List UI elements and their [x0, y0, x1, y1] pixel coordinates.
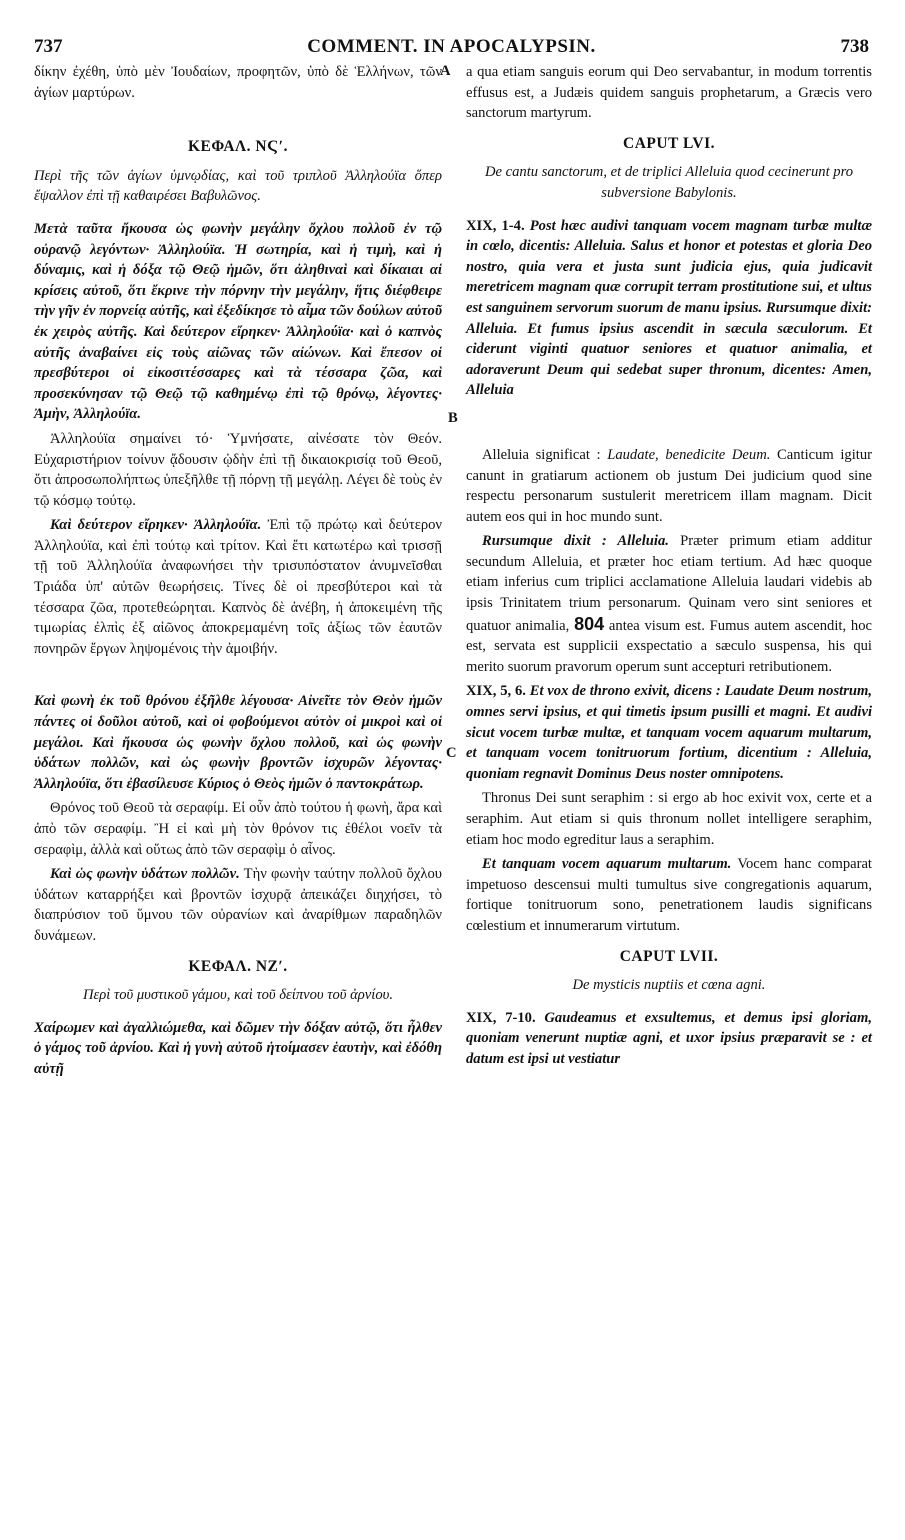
greek-scripture-2: Καὶ φωνὴ ἐκ τοῦ θρόνου ἐξῆλθε λέγουσα· Αἰνεῖτε τὸν Θεὸν ἡμῶν πάντες οἱ δοῦλοι αὐτοῦ, καὶ οἱ φοβούμενοι αὐτὸν οἱ μικροὶ καὶ οἱ μεγάλοι. Καὶ ἤκουσα ὡς φωνὴν ὄχλου πολλοῦ, καὶ ὡς φωνὴν ὑδάτων πολλῶν, καὶ ὡς φωνὴν βροντῶν ἰσχυρῶν λέγοντας· Ἀλληλούϊα, ὅτι ἐβασίλευσε Κύριος ὁ Θεὸς ἡμῶν ὁ παντοκράτωρ. [34, 693, 442, 792]
greek-column [34, 62, 442, 1084]
latin-commentary-1-italic: Laudate, benedicite Deum. [607, 446, 771, 463]
latin-chapter-56-subtitle: De cantu sanctorum, et de triplici Alleluia quod cecinerunt pro subversione Babylonis. [484, 164, 854, 201]
latin-commentary-1 [466, 445, 872, 527]
left-page-number: 737 [34, 36, 63, 57]
greek-commentary-2-lead: Καὶ δεύτερον εἴρηκεν· Ἀλληλούϊα. [50, 517, 262, 534]
latin-scripture-2 [466, 681, 872, 784]
greek-commentary-4-text: Τὴν φωνὴν ταύτην πολλοῦ ὄχλου ὑδάτων καταρρήξει καὶ βροντῶν ἰσχυρᾷ ἀπεικάζει διηχήσει, τὸ διαπρύσιον τοῦ ὕμνου τῶν οὐρανίων καὶ ἀναρίθμων παραδηλῶν δυνάμεων. [34, 866, 442, 944]
latin-commentary-4 [466, 854, 872, 936]
greek-chapter-57-subtitle: Περὶ τοῦ μυστικοῦ γάμου, καὶ τοῦ δείπνου τοῦ ἀρνίου. [82, 987, 393, 1004]
greek-scripture-3: Χαίρωμεν καὶ ἀγαλλιώμεθα, καὶ δῶμεν τὴν δόξαν αὐτῷ, ὅτι ἦλθεν ὁ γάμος τοῦ ἀρνίου. Καὶ ἡ γυνὴ αὐτοῦ ἡτοίμασεν ἑαυτὴν, καὶ ἐδόθη αὐτῇ [34, 1019, 442, 1077]
latin-commentary-1-a: Alleluia significat : [482, 446, 608, 463]
greek-chapter-57-heading: ΚΕΦΑΛ. ΝΖʹ. [188, 957, 288, 975]
latin-commentary-4-lead: Et tanquam vocem aquarum multarum. [482, 856, 732, 873]
latin-scripture-1 [466, 216, 872, 401]
running-title: COMMENT. IN APOCALYPSIN. [307, 36, 596, 57]
latin-scripture-3-ref: XIX, 7-10. [466, 1009, 536, 1026]
greek-intro: δίκην ἐχέθη, ὑπὸ μὲν Ἰουδαίων, προφητῶν, ὑπὸ δὲ Ἑλλήνων, τῶν ἁγίων μαρτύρων. [34, 64, 442, 101]
greek-commentary-1: Ἀλληλούϊα σημαίνει τό· Ὑμνήσατε, αἰνέσατε τὸν Θεόν. Εὐχαριστήριον τοίνυν ᾄδουσιν ᾠδὴν ἐπὶ τῇ δικαιοκρισίᾳ τοῦ Θεοῦ, ὅτι ἀπροσωπολήπτως ὑπεξῆλθε τῇ πόρνῃ τῇ μεγάλῃ. Λέγει δὲ τοὺς ἐν τῷ κόσμῳ τούτῳ. [34, 430, 442, 509]
latin-chapter-56-heading: CAPUT LVI. [623, 134, 715, 152]
greek-commentary-3: Θρόνος τοῦ Θεοῦ τὰ σεραφίμ. Εἰ οὖν ἀπὸ τούτου ἡ φωνὴ, ἄρα καὶ ἀπὸ τῶν σεραφίμ. Ἢ εἰ καὶ μὴ τὸν θρόνον τις ἐθέλοι νοεῖν τὰ σεραφὶμ, ἀλλὰ καὶ οὕτως ἀπὸ τῶν σεραφὶμ ὁ αἶνος. [34, 800, 442, 858]
greek-commentary-2-text: Ἐπὶ τῷ πρώτῳ καὶ δεύτερον Ἀλληλούϊα, καὶ ἐπὶ τούτῳ καὶ τρίτον. Καὶ ἔτι κατωτέρω καὶ τρισσῇ τῇ τοῦ Ἀλληλούϊα ἀναφωνήσει τὴν τρισυπόστατον ἀνυμνεῖσθαι Τριάδα ὑπ' αὐτῶν θεωρήσεις. Τίνες δὲ οἱ πρεσβύτεροι καὶ τὰ τέσσαρα ζῶα, προτεθεώρηται. Καπνὸς δὲ ἀνέβη, ἡ ἀποκειμένη τῆς τιμωρίας ἐλπὶς ἐξ αἰῶνος ἀποκρεμαμένη τοῖς ἀξίως τῶν ἑαυτῶν πονηρῶν ἔργων ληψομένοις τὴν ἀμοιβήν. [34, 517, 442, 657]
latin-scripture-1-ref: XIX, 1-4. [466, 217, 525, 234]
margin-letter-b: B [448, 410, 458, 426]
latin-scripture-3 [466, 1008, 872, 1070]
greek-commentary-4 [34, 864, 442, 946]
margin-letter-c: C [446, 745, 457, 761]
page-header [34, 36, 869, 60]
greek-chapter-56-subtitle: Περὶ τῆς τῶν ἁγίων ὑμνῳδίας, καὶ τοῦ τριπλοῦ Ἀλληλούϊα ὅπερ ἔψαλλον ἐπὶ τῇ καθαιρέσει Βαβυλῶνος. [34, 167, 442, 205]
latin-commentary-2 [466, 531, 872, 677]
latin-scripture-1-text: Post hæc audivi tanquam vocem magnam turbæ multæ in cœlo, dicentis: Alleluia. Salus et honor et potestas et gloria Deo nostro, quia vera et justa sunt judicia ejus, quia judicavit meretricem magnam quæ corrupit terram prostitutione sui, et ultus est sanguinem servorum suorum de manu ipsius. Rursumque dixit: Alleluia. Et fumus ipsius ascendit in sæcula sæculorum. Et ciderunt viginti quatuor seniores et quatuor animalia, et adoraverunt Deum qui sedebat super thronum, dicentes: Amen, Alleluia [466, 217, 872, 399]
latin-column [466, 62, 872, 1074]
latin-chapter-57-subtitle: De mysticis nuptiis et cœna agni. [572, 977, 766, 994]
latin-scripture-2-text: Et vox de throno exivit, dicens : Laudate Deum nostrum, omnes servi ipsius, et qui timetis ipsum pusilli et magni. Et audivi sicut vocem turbæ multæ, et tanquam vocem aquarum multarum, et tanquam vocem tonitruorum fortium, dicentium : Alleluia, quoniam regnavit Dominus Deus noster omnipotens. [466, 683, 873, 782]
latin-intro: a qua etiam sanguis eorum qui Deo servabantur, in modum torrentis effusus est, a Judæis quidem sanguis prophetarum, a Græcis vero sanctorum martyrum. [466, 64, 872, 122]
greek-scripture-1: Μετὰ ταῦτα ἤκουσα ὡς φωνὴν μεγάλην ὄχλου πολλοῦ ἐν τῷ οὐρανῷ λεγόντων· Ἀλληλούϊα. Ἡ σωτηρία, καὶ ἡ τιμὴ, καὶ ἡ δύναμις, καὶ ἡ δόξα τῷ Θεῷ ἡμῶν, ὅτι ἀληθιναὶ καὶ δίκαιαι αἱ κρίσεις αὐτοῦ, ὅτι ἔκρινε τὴν πόρνην τὴν μεγάλην, ἥτις διέφθειρε τὴν γῆν ἐν πορνείᾳ αὐτῆς, καὶ ἐξεδίκησε τὸ αἷμα τῶν δούλων αὐτοῦ ἐκ χειρὸς αὐτῆς. Καὶ δεύτερον εἴρηκεν· Ἀλληλούϊα· καὶ ὁ καπνὸς αὐτῆς ἀναβαίνει εἰς τοὺς αἰῶνας τῶν αἰώνων. Καὶ ἔπεσον οἱ πρεσβύτεροι οἱ εἰκοσιτέσσαρες καὶ τὰ τέσσαρα ζῶα, καὶ προσεκύνησαν τῷ Θεῷ τῷ καθημένῳ ἐπὶ τῷ θρόνῳ, λέγοντες· Ἀμὴν, Ἀλληλούϊα. [34, 220, 442, 423]
latin-chapter-57-heading: CAPUT LVII. [619, 947, 719, 965]
right-page-number: 738 [840, 36, 869, 57]
latin-commentary-4-text: Vocem hanc comparat impetuoso descensui multi tumultus sive congregationis aquarum, fortique tonitruorum sono, penetrationem laudis significans cœlestium et innumerarum virtutum. [466, 856, 872, 934]
latin-commentary-1-b: Canticum igitur canunt in gratiarum actionem ob justum Dei judicium quod sine respectu personarum sustulerit meretricem illam magnam. Dicit autem eos qui in hoc mundo sunt. [466, 446, 872, 525]
latin-commentary-3: Thronus Dei sunt seraphim : si ergo ab hoc exivit vox, certe et a seraphim. Aut etiam si quis thronum nollet intelligere seraphim, etiam hoc modo egreditur laus a seraphim. [466, 790, 872, 848]
greek-commentary-4-lead: Καὶ ὡς φωνὴν ὑδάτων πολλῶν. [50, 866, 240, 883]
greek-chapter-56-heading: ΚΕΦΑΛ. ΝϚʹ. [187, 138, 289, 156]
latin-commentary-2-lead: Rursumque dixit : Alleluia. [482, 533, 669, 550]
greek-commentary-2 [34, 515, 442, 659]
latin-commentary-2-b: antea visum est. Fumus autem ascendit, hoc est, servata est supplicii exspectatio a sæculo suspensa, his qui merito suorum pravorum operum sunt accepturi retributionem. [466, 617, 872, 675]
latin-scripture-2-ref: XIX, 5, 6. [466, 683, 526, 700]
latin-scripture-3-text: Gaudeamus et exsultemus, et demus ipsi gloriam, quoniam venerunt nuptiæ agni, et uxor ipsius præparavit se : et datum est ipsi ut vestiatur [466, 1009, 872, 1067]
latin-commentary-2-a: Præter primum etiam additur secundum Alleluia, et præter hoc etiam tertium. Ad hæc quoque etiam inferius cum triplici acclamatione Alleluia laudari videbis ab ipsis Trinitatem trium personarum. Quinam vero sint seniores et quatuor animalia, [466, 533, 872, 634]
column-number-804: 804 [574, 613, 605, 634]
margin-letter-a: A [440, 63, 451, 79]
